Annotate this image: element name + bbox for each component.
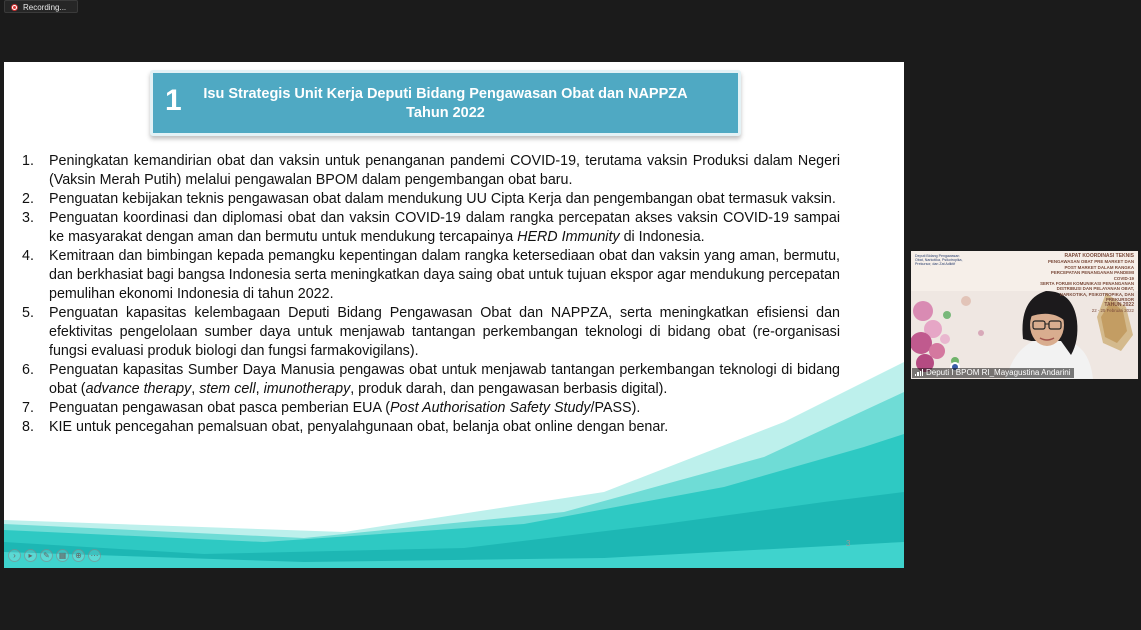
banner-organization: Deputi Bidang Pengawasan Obat, Narkotika, Psikotropika, Prekursor, dan Zat Adiktif	[915, 254, 963, 267]
zoom-icon[interactable]: ⊕	[72, 549, 85, 562]
participant-video-tile[interactable]	[911, 251, 1138, 379]
participant-name-label: Deputi I BPOM RI_Mayagustina Andarini	[912, 368, 1074, 378]
list-item: 5. Penguatan kapasitas kelembagaan Deputi Bidang Pengawasan Obat dan NAPPZA, serta meningkatkan efisiensi dan efektivitas pengelolaan sumber daya untuk menjawab tantangan perkembangan teknologi di bidang obat (re-organisasi fungsi evaluasi produk biologi dan fungsi farmakovigilans).	[22, 305, 840, 359]
slide-title	[203, 85, 688, 123]
slide-title-line2: Tahun 2022	[406, 105, 485, 121]
next-slide-icon[interactable]: ›	[8, 549, 21, 562]
more-icon[interactable]: ⋯	[88, 549, 101, 562]
pointer-icon[interactable]: ▸	[24, 549, 37, 562]
shared-slide	[4, 62, 904, 568]
list-item: 4. Kemitraan dan bimbingan kepada pemangku kepentingan dalam rangka ketersediaan obat dan vaksin yang aman, bermutu, dan berkhasiat bagi bangsa Indonesia serta meningkatkan daya saing obat untuk tujuan ekspor agar mendukung percepatan pemulihan ekonomi Indonesia di tahun 2022.	[22, 248, 840, 302]
slides-grid-icon[interactable]: ▦	[56, 549, 69, 562]
recording-indicator[interactable]	[4, 0, 78, 13]
slide-title-line1: Isu Strategis Unit Kerja Deputi Bidang Pengawasan Obat dan NAPPZA	[203, 86, 688, 102]
slide-section-number: 1	[165, 84, 182, 117]
list-item: 1. Peningkatan kemandirian obat dan vaksin untuk penanganan pandemi COVID-19, terutama vaksin Produksi dalam Negeri (Vaksin Merah Putih) melalui pengawalan BPOM dalam pengembangan obat baru.	[22, 153, 840, 188]
list-item: 6. Penguatan kapasitas Sumber Daya Manusia pengawas obat untuk menjawab tantangan perkembangan teknologi di bidang obat (advance therapy, stem cell, imunotherapy, produk darah, dan pengawasan berbasis digital).	[22, 362, 840, 397]
signal-bars-icon	[915, 369, 923, 376]
list-item: 7. Penguatan pengawasan obat pasca pemberian EUA (Post Authorisation Safety Study/PASS).	[22, 400, 641, 416]
list-item: 8. KIE untuk pencegahan pemalsuan obat, penyalahgunaan obat, belanja obat online dengan benar.	[22, 419, 669, 435]
record-icon	[11, 4, 18, 11]
strategic-issues-list	[22, 152, 840, 437]
list-item: 3. Penguatan koordinasi dan diplomasi obat dan vaksin COVID-19 dalam rangka percepatan akses vaksin COVID-19 sampai ke masyarakat dengan aman dan bermutu untuk mendukung tercapainya HERD Immunity di Indonesia.	[22, 210, 840, 245]
recording-label: Recording...	[23, 3, 67, 12]
video-banner-text: RAPAT KOORDINASI TEKNIS PENGAWASAN OBAT PRE MARKET DAN POST MARKET DALAM RANGKA PERCEPATAN PENANGANAN PANDEMI COVID-19 SERTA FORUM KOMUNIKASI PENANGANAN DISTRIBUSI DAN PELAYANAN OBAT, NARKOTIKA, PSIKOTROPIKA, DAN PREKURSOR TAHUN 2022 22 - 25 Februari 2022	[1040, 253, 1134, 314]
slide-title-box	[150, 70, 741, 136]
pen-icon[interactable]: ✎	[40, 549, 53, 562]
list-item: 2. Penguatan kebijakan teknis pengawasan obat dalam mendukung UU Cipta Kerja dan pengembangan obat termasuk vaksin.	[22, 191, 836, 207]
slideshow-toolbar	[8, 549, 101, 562]
slide-page-number: 3	[846, 539, 851, 548]
